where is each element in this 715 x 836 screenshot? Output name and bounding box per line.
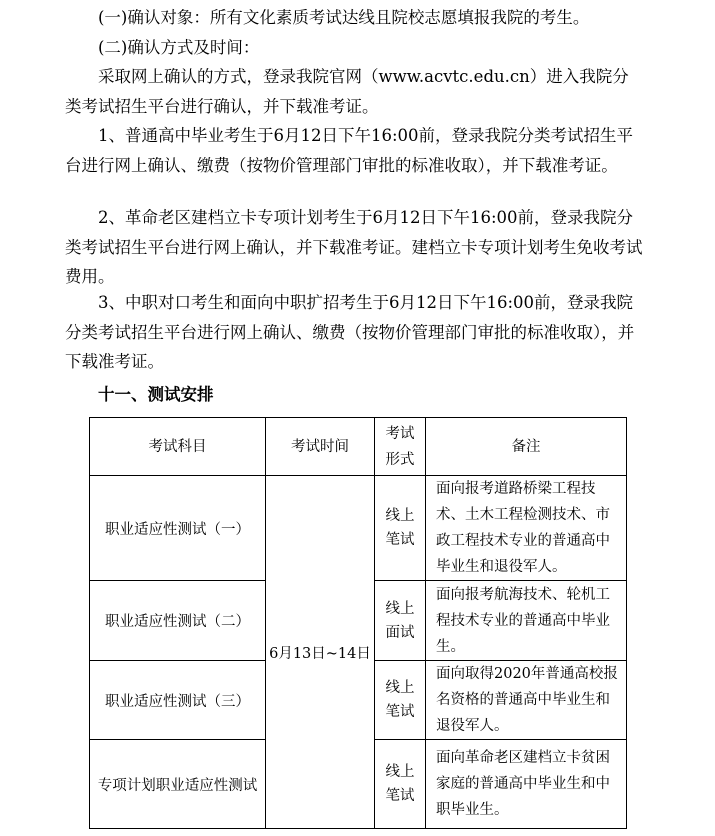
form-line2: 笔试: [385, 704, 415, 720]
exam-time-cell: 6月13日~14日: [266, 476, 375, 829]
note-cell: 面向报考道路桥梁工程技术、土木工程检测技术、市政工程技术专业的普通高中毕业生和退役军人。: [426, 476, 627, 581]
note-cell: 面向报考航海技术、轮机工程技术专业的普通高中毕业生。: [426, 581, 627, 661]
form-line2: 笔试: [385, 532, 415, 548]
form-cell: [375, 581, 426, 661]
subject-cell: 职业适应性测试（一）: [90, 476, 266, 581]
header-form-line1: 考试: [385, 425, 415, 442]
note-cell: 面向取得2020年普通高校报名资格的普通高中毕业生和退役军人。: [426, 661, 627, 740]
header-time: 考试时间: [266, 418, 375, 476]
subject-cell: 专项计划职业适应性测试: [90, 740, 266, 829]
item-2-text: 2、革命老区建档立卡专项计划考生于6月12日下午16:00前，登录我院分类考试招生平台进行网上确认，并下载准考证。建档立卡专项计划考生免收考试费用。: [65, 208, 643, 286]
form-line1: 线上: [385, 600, 415, 617]
item-1-paragraph: [65, 121, 645, 180]
item-2-paragraph: [65, 203, 645, 292]
confirm-target-paragraph: [65, 3, 645, 33]
note-cell: 面向革命老区建档立卡贫困家庭的普通高中毕业生和中职毕业生。: [426, 740, 627, 829]
form-line2: 笔试: [385, 788, 415, 804]
form-cell: [375, 740, 426, 829]
subject-cell: 职业适应性测试（三）: [90, 661, 266, 740]
online-confirm-paragraph: [65, 62, 645, 121]
header-note: 备注: [426, 418, 627, 476]
item-3-text: 3、中职对口考生和面向中职扩招考生于6月12日下午16:00前，登录我院分类考试招生平台进行网上确认、缴费（按物价管理部门审批的标准收取），并下载准考证。: [65, 293, 635, 371]
table-header-row: [90, 418, 627, 476]
item-3-paragraph: [65, 288, 645, 377]
header-form: [375, 418, 426, 476]
form-line1: 线上: [385, 680, 415, 696]
form-cell: [375, 476, 426, 581]
header-subject: 考试科目: [90, 418, 266, 476]
confirm-method-text: (二)确认方式及时间：: [98, 38, 260, 57]
confirm-method-heading: [65, 33, 645, 63]
table-row: [90, 476, 627, 581]
section-heading: 十一、测试安排: [98, 385, 214, 404]
form-line1: 线上: [385, 508, 415, 524]
item-1-text: 1、普通高中毕业考生于6月12日下午16:00前，登录我院分类考试招生平台进行网上确认、缴费（按物价管理部门审批的标准收取），并下载准考证。: [65, 126, 634, 175]
form-line2: 面试: [385, 624, 415, 641]
subject-cell: 职业适应性测试（二）: [90, 581, 266, 661]
test-schedule-table: [89, 417, 627, 829]
confirm-target-text: (一)确认对象：所有文化素质考试达线且院校志愿填报我院的考生。: [98, 8, 590, 27]
form-cell: [375, 661, 426, 740]
header-form-line2: 形式: [385, 451, 415, 468]
online-confirm-text: 采取网上确认的方式，登录我院官网（www.acvtc.edu.cn）进入我院分类考试招生平台进行确认，并下载准考证。: [65, 67, 629, 116]
form-line1: 线上: [385, 764, 415, 780]
